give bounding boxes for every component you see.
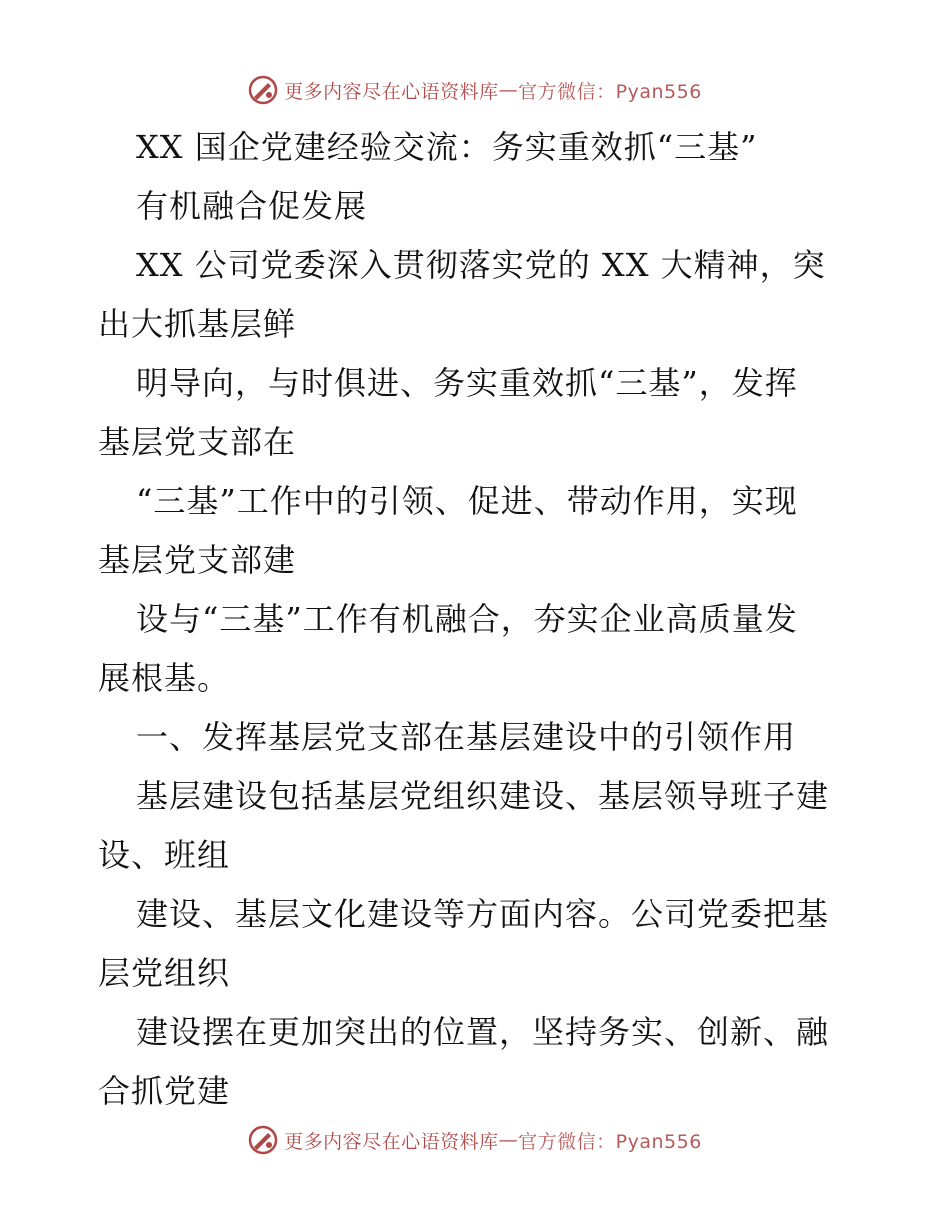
text-line: 设、班组 — [98, 836, 231, 874]
watermark-separator: — — [498, 1129, 519, 1151]
pen-logo-icon — [248, 1125, 278, 1155]
watermark-brand: 更多内容尽在心语资料库 — [284, 1130, 499, 1153]
title-line-1: XX 国企党建经验交流：务实重效抓“三基” — [136, 128, 758, 166]
text-line: 设与“三基”工作有机融合，夯实企业高质量发 — [136, 600, 798, 638]
text-line: 展根基。 — [98, 659, 231, 697]
text-line: 基层建设包括基层党组织建设、基层领导班子建 — [136, 777, 830, 815]
text-line: 出大抓基层鲜 — [98, 305, 297, 343]
watermark-wechat: 官方微信：Pyan556 — [518, 1130, 702, 1153]
watermark-separator: — — [498, 79, 519, 101]
document-body — [98, 118, 858, 1121]
text-line: 基层党支部建 — [98, 541, 297, 579]
watermark-brand: 更多内容尽在心语资料库 — [284, 80, 499, 103]
text-line: “三基”工作中的引领、促进、带动作用，实现 — [136, 482, 798, 520]
text-line: XX 公司党委深入贯彻落实党的 XX 大精神，突 — [136, 246, 826, 284]
text-line: 明导向，与时俱进、务实重效抓“三基”，发挥 — [136, 364, 798, 402]
pen-logo-icon — [248, 75, 278, 105]
title-line-2: 有机融合促发展 — [136, 187, 368, 225]
watermark-wechat: 官方微信：Pyan556 — [518, 80, 702, 103]
section-heading: 一、发挥基层党支部在基层建设中的引领作用 — [136, 718, 797, 756]
text-line: 基层党支部在 — [98, 423, 297, 461]
text-line: 建设、基层文化建设等方面内容。公司党委把基 — [136, 895, 830, 933]
text-line: 层党组织 — [98, 954, 231, 992]
footer-watermark — [0, 1120, 950, 1160]
text-line: 合抓党建 — [98, 1072, 231, 1110]
text-line: 建设摆在更加突出的位置，坚持务实、创新、融 — [136, 1013, 830, 1051]
header-watermark — [0, 70, 950, 110]
